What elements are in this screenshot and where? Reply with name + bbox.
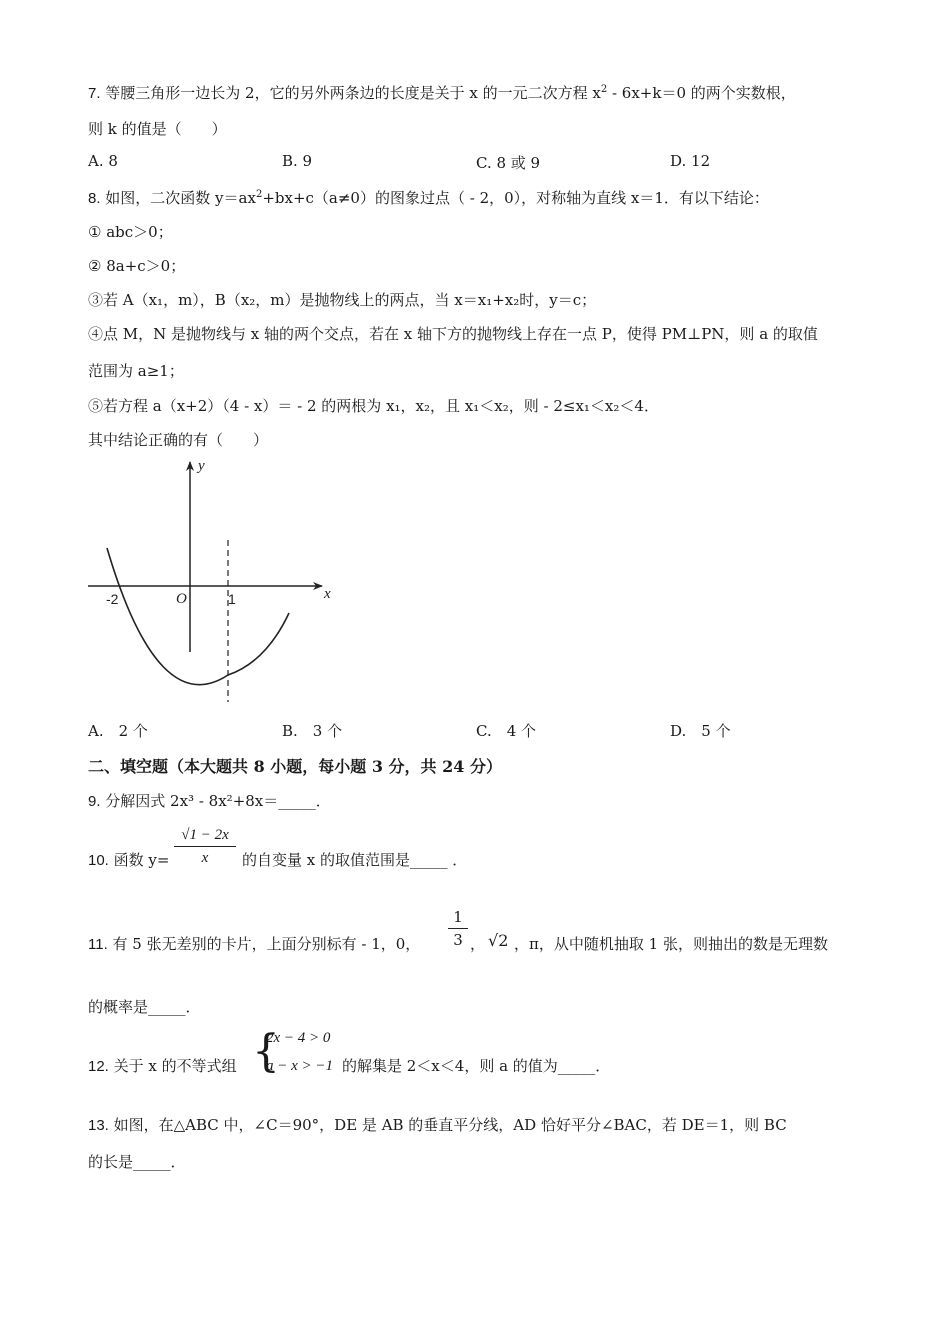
q7-option-b: B. 9 — [282, 152, 313, 170]
origin-label: O — [176, 591, 187, 607]
q13-text-a: 如图，在△ABC 中，∠C＝90°，DE 是 AB 的垂直平分线，AD 恰好平分∠BAC，若 DE＝1，则 BC — [108, 1116, 787, 1134]
q13-line2: 的长是_____． — [88, 1153, 186, 1171]
q8-stem-b: +bx+c（a≠0）的图象过点（ - 2，0），对称轴为直线 x＝1．有以下结论： — [262, 189, 769, 207]
q8-ask: 其中结论正确的有（ ） — [88, 431, 269, 449]
q11-line2: 的概率是_____． — [88, 998, 201, 1016]
q11-text-a: 有 5 张无差别的卡片，上面分别标有 - 1，0， — [107, 935, 421, 953]
q8-conclusion-3: ③若 A（x₁，m），B（x₂，m）是抛物线上的两点，当 x＝x₁+x₂时，y＝c； — [88, 291, 597, 309]
q10-text-b: 的自变量 x 的取值范围是_____ ． — [242, 851, 468, 869]
q8-stem-a: 如图，二次函数 y＝ax — [100, 189, 256, 207]
one-label: 1 — [228, 591, 236, 607]
q8-conclusion-1: ① abc＞0； — [88, 223, 173, 241]
neg-two-label: -2 — [106, 591, 119, 607]
q7-sup: 2 — [600, 84, 608, 95]
q8-conclusion-5: ⑤若方程 a（x+2）（4 - x）＝ - 2 的两根为 x₁，x₂，且 x₁＜x₂，则 - 2≤x₁＜x₂＜4． — [88, 397, 659, 415]
q10-frac-denominator: x — [201, 850, 209, 866]
q8-conclusion-4b: 范围为 a≥1； — [88, 362, 184, 380]
q12-text-b: 的解集是 2＜x＜4，则 a 的值为_____． — [342, 1057, 611, 1075]
q7-number: 7. — [88, 85, 101, 102]
q9-number: 9. — [88, 793, 101, 810]
q13-number: 13. — [88, 1117, 109, 1134]
q7-stem — [88, 82, 796, 103]
q11-text-c: ，π，从中随机抽取 1 张，则抽出的数是无理数 — [514, 935, 828, 953]
q12-inequality-1: 2x − 4 > 0 — [266, 1030, 331, 1046]
q8-number: 8. — [88, 190, 101, 207]
q7-option-a: A. 8 — [88, 152, 118, 170]
section-2-title: 二、填空题（本大题共 8 小题，每小题 3 分，共 24 分） — [88, 757, 502, 776]
q7-option-d: D. 12 — [670, 152, 711, 170]
q11-stem-a — [88, 933, 420, 954]
q11-number: 11. — [88, 936, 108, 953]
q7-line2: 则 k 的值是（ ） — [88, 120, 227, 138]
q7-text-a: 等腰三角形一边长为 2，它的另外两条边的长度是关于 x 的一元二次方程 x — [100, 84, 601, 102]
q10-number: 10. — [88, 852, 109, 869]
q8-option-d: D. 5 个 — [670, 722, 731, 740]
q13-stem — [88, 1114, 787, 1135]
q11-frac-numerator: 1 — [453, 908, 463, 926]
q7-text-b: - 6x+k＝0 的两个实数根， — [607, 84, 796, 102]
q12-text-a: 关于 x 的不等式组 — [108, 1057, 237, 1075]
q12-inequality-2: a − x > −1 — [266, 1058, 334, 1074]
q8-stem — [88, 187, 769, 208]
q8-conclusion-2: ② 8a+c＞0； — [88, 257, 186, 275]
q12-number: 12. — [88, 1058, 109, 1075]
q10-fraction — [174, 824, 236, 869]
q10-stem-a — [88, 849, 169, 870]
q8-option-a: A. 2 个 — [88, 722, 148, 740]
q10-text-a: 函数 y= — [108, 851, 170, 869]
q12-stem-a — [88, 1055, 237, 1076]
q11-text-b: ， — [470, 935, 486, 953]
q11-sqrt: √2 — [488, 931, 509, 950]
q7-option-c: C. 8 或 9 — [476, 154, 541, 172]
q11-frac-denominator: 3 — [453, 931, 463, 949]
y-axis-label: y — [198, 458, 205, 474]
q9-text: 分解因式 2x³ - 8x²+8x＝_____． — [100, 792, 331, 810]
parabola-curve — [107, 548, 289, 685]
x-axis-label: x — [324, 586, 331, 602]
q12-brace: { — [252, 1026, 280, 1077]
q8-option-b: B. 3 个 — [282, 722, 343, 740]
q10-frac-numerator: √1 − 2x — [181, 827, 229, 843]
q8-stem-sup: 2 — [255, 189, 263, 200]
q9-stem — [88, 790, 331, 811]
parabola-graph — [80, 450, 350, 710]
q11-fraction — [448, 906, 468, 951]
q8-conclusion-4a: ④点 M，N 是抛物线与 x 轴的两个交点，若在 x 轴下方的抛物线上存在一点 P，使得 PM⊥PN，则 a 的取值 — [88, 325, 818, 343]
q8-option-c: C. 4 个 — [476, 722, 537, 740]
